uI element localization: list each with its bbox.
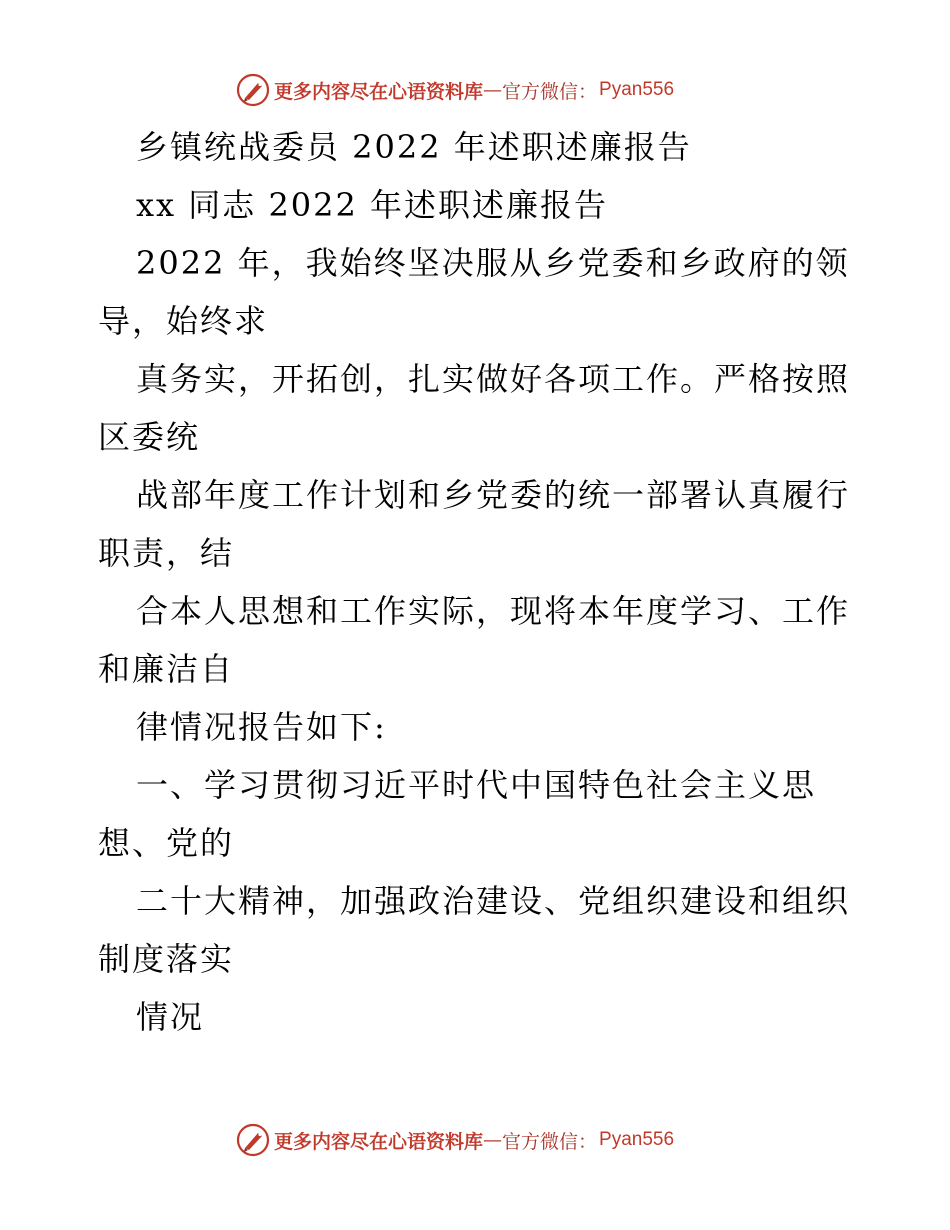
pen-logo-icon xyxy=(236,1123,270,1157)
footer-banner[interactable] xyxy=(236,1122,674,1158)
paragraph-line: 导，始终求 xyxy=(98,302,269,340)
banner-brand-text: 更多内容尽在心语资料库 xyxy=(274,1130,484,1153)
document-body xyxy=(98,118,858,1046)
section-heading-line: 制度落实 xyxy=(98,940,235,978)
banner-separator: — xyxy=(483,1129,503,1151)
section-heading-line: 情况 xyxy=(136,998,205,1036)
banner-wechat-label: 官方微信： xyxy=(502,1130,598,1153)
paragraph-line: 真务实，开拓创，扎实做好各项工作。严格按照 xyxy=(136,360,851,398)
section-heading-line: 想、党的 xyxy=(98,824,235,862)
banner-wechat-label: 官方微信： xyxy=(502,80,598,103)
section-heading-line: 一、学习贯彻习近平时代中国特色社会主义思 xyxy=(136,766,817,804)
pen-logo-icon xyxy=(236,73,270,107)
paragraph-line: 律情况报告如下: xyxy=(136,708,387,746)
banner-wechat-id: Pyan556 xyxy=(599,79,675,100)
paragraph-line: 战部年度工作计划和乡党委的统一部署认真履行 xyxy=(136,476,851,514)
document-subtitle: xx 同志 2022 年述职述廉报告 xyxy=(136,186,609,224)
paragraph-line: 区委统 xyxy=(98,418,201,456)
paragraph-line: 2022 年，我始终坚决服从乡党委和乡政府的领 xyxy=(136,244,850,282)
banner-separator: — xyxy=(483,79,503,101)
header-banner[interactable] xyxy=(236,72,674,108)
paragraph-line: 合本人思想和工作实际，现将本年度学习、工作 xyxy=(136,592,851,630)
section-heading-line: 二十大精神，加强政治建设、党组织建设和组织 xyxy=(136,882,851,920)
paragraph-line: 职责，结 xyxy=(98,534,235,572)
banner-wechat-id: Pyan556 xyxy=(599,1129,675,1150)
paragraph-line: 和廉洁自 xyxy=(98,650,235,688)
document-title: 乡镇统战委员 2022 年述职述廉报告 xyxy=(136,128,692,166)
banner-brand-text: 更多内容尽在心语资料库 xyxy=(274,80,484,103)
